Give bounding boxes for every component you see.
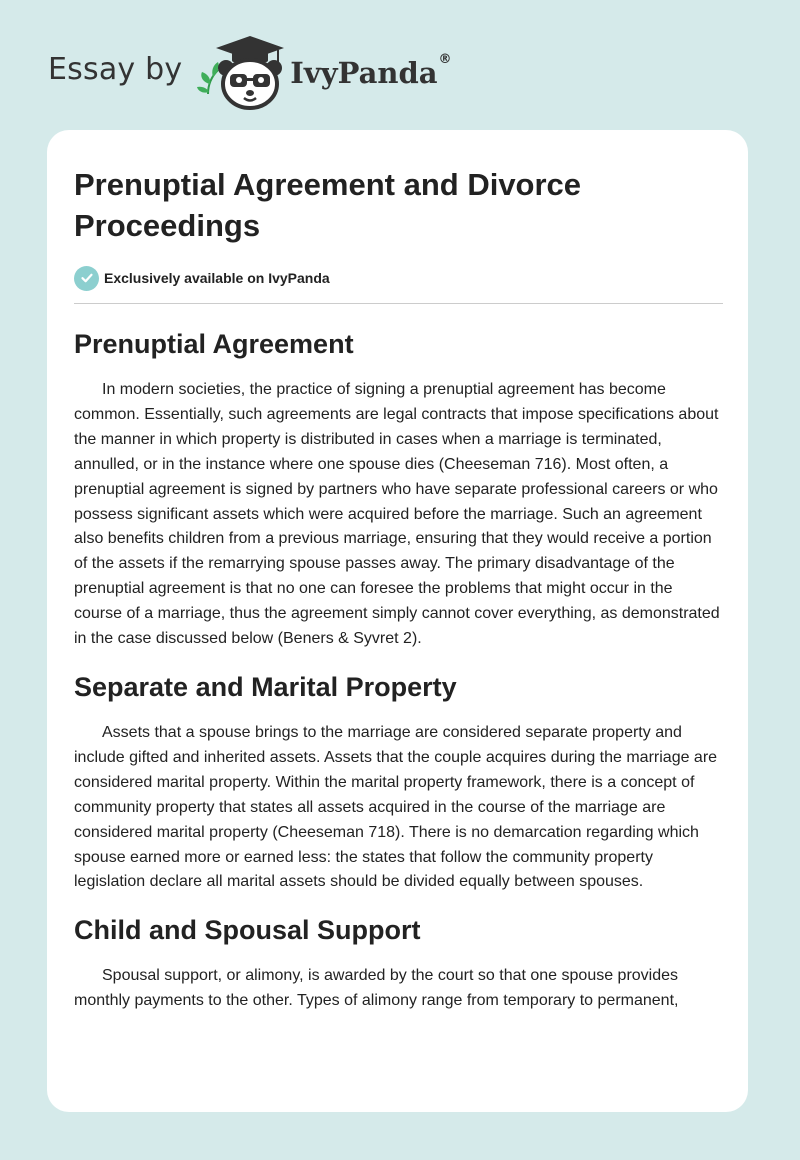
exclusive-badge bbox=[74, 265, 722, 291]
brand-name[interactable] bbox=[290, 52, 452, 90]
brand-name-text[interactable]: IvyPanda bbox=[290, 56, 438, 90]
section-heading: Separate and Marital Property bbox=[74, 671, 457, 702]
section-separate-marital-property bbox=[74, 670, 722, 895]
section-paragraph: Assets that a spouse brings to the marriage are considered separate property and include gifted and inherited assets. Assets that the couple acquires during the marriage are considered marital property. Within the marital property framework, there is a concept of community property that states all assets acquired in the course of the marriage are considered marital property (Cheeseman 718). There is no demarcation regarding which spouse earned more or earned less: the states that follow the community property legislation declare all marital assets should be divided equally between spouses. bbox=[74, 723, 718, 891]
exclusive-label: Exclusively available on IvyPanda bbox=[104, 270, 330, 286]
divider bbox=[74, 303, 723, 304]
brand-prefix: Essay by bbox=[48, 51, 183, 87]
article-card bbox=[47, 130, 748, 1112]
check-icon bbox=[74, 266, 99, 291]
registered-mark: ® bbox=[438, 52, 452, 67]
panda-logo-icon[interactable] bbox=[194, 34, 286, 112]
section-heading: Prenuptial Agreement bbox=[74, 329, 354, 359]
section-paragraph: Spousal support, or alimony, is awarded by the court so that one spouse provides monthly payments to the other. Types of alimony range from temporary to permanent, bbox=[74, 967, 679, 1010]
section-prenuptial-agreement bbox=[74, 327, 722, 652]
section-child-spousal-support bbox=[74, 913, 722, 1014]
article-title: Prenuptial Agreement and Divorce Proceedings bbox=[74, 167, 582, 243]
section-heading: Child and Spousal Support bbox=[74, 915, 421, 946]
site-header bbox=[48, 34, 452, 112]
section-paragraph: In modern societies, the practice of signing a prenuptial agreement has become common. Essentially, such agreements are legal contracts that impose specifications about the manner in which property is distributed in cases when a marriage is terminated, annulled, or in the instance where one spouse dies (Cheeseman 716). Most often, a prenuptial agreement is signed by partners who have separate professional careers or who possess significant assets which were acquired before the marriage. Such an agreement also benefits children from a previous marriage, ensuring that they would receive a portion of the assets if the remarrying spouse passes away. The primary disadvantage of the prenuptial agreement is that no one can foresee the problems that might occur in the course of a marriage, thus the agreement simply cannot cover everything, as demonstrated in the case discussed below (Beners & Syvret 2). bbox=[74, 381, 720, 648]
